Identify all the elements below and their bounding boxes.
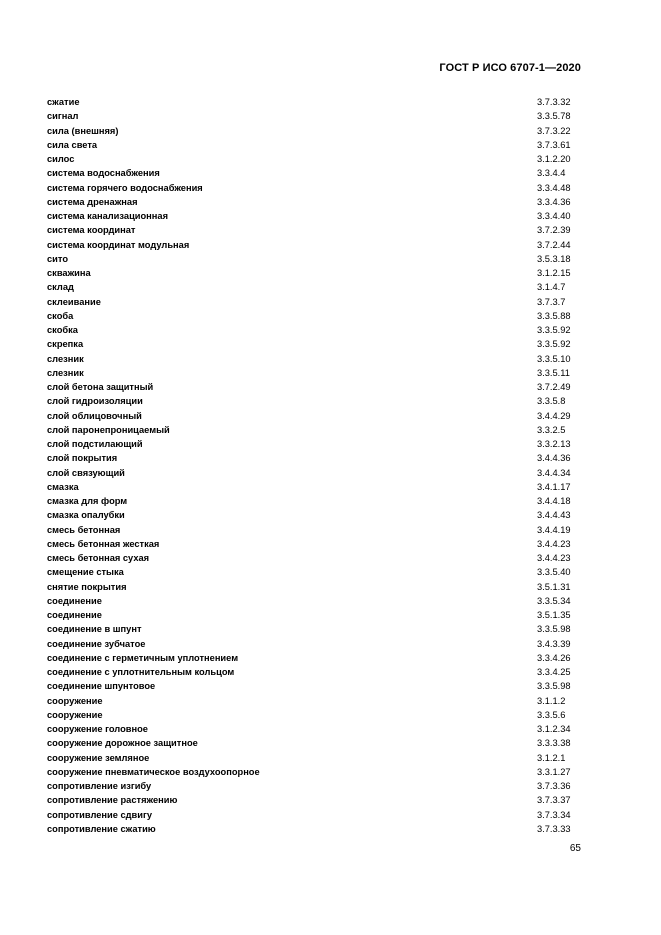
entry-term: система координат модульная — [47, 239, 190, 250]
index-entry — [47, 138, 581, 152]
index-entry — [47, 195, 581, 209]
entry-reference-number: 3.4.4.23 — [537, 553, 571, 563]
entry-term: сила света — [47, 139, 98, 150]
index-entry — [47, 736, 581, 750]
index-entry — [47, 551, 581, 565]
index-entry — [47, 651, 581, 665]
entry-reference-number: 3.4.4.43 — [537, 510, 571, 521]
index-entry — [47, 637, 581, 651]
index-entry — [47, 266, 581, 280]
entry-term: скважина — [47, 268, 91, 278]
index-entry — [47, 295, 581, 309]
entry-reference-number: 3.3.5.92 — [537, 325, 571, 335]
entry-reference-number: 3.3.4.4 — [537, 168, 566, 179]
entry-reference-number: 3.1.4.7 — [537, 282, 566, 293]
entry-term: соединение с уплотнительным кольцом — [47, 667, 235, 677]
index-entry — [47, 608, 581, 622]
index-entry — [47, 152, 581, 166]
index-entry — [47, 451, 581, 465]
entry-term: смазка — [47, 481, 79, 492]
index-entry — [47, 209, 581, 223]
entry-term: соединение — [47, 610, 102, 620]
entry-reference-number: 3.3.5.98 — [537, 681, 571, 692]
entry-term: слезник — [47, 367, 84, 378]
index-entry — [47, 380, 581, 394]
index-entry — [47, 679, 581, 693]
entry-term: сопротивление изгибу — [47, 781, 152, 791]
index-entry — [47, 779, 581, 793]
entry-reference-number: 3.3.1.27 — [537, 766, 571, 777]
entry-reference-number: 3.7.3.33 — [537, 823, 571, 834]
index-entry — [47, 594, 581, 608]
entry-term: сито — [47, 253, 68, 264]
index-entry — [47, 665, 581, 679]
entry-reference-number: 3.3.5.88 — [537, 310, 571, 321]
entry-term: скрепка — [47, 339, 84, 350]
index-entry — [47, 708, 581, 722]
index-entry — [47, 694, 581, 708]
entry-reference-number: 3.4.4.34 — [537, 467, 571, 478]
entry-term: смесь бетонная жесткая — [47, 538, 160, 549]
index-entry — [47, 352, 581, 366]
index-entry — [47, 523, 581, 537]
entry-term: сопротивление сжатию — [47, 823, 156, 834]
entry-reference-number: 3.3.4.40 — [537, 211, 571, 221]
document-code-header: ГОСТ Р ИСО 6707-1—2020 — [439, 62, 581, 74]
entry-reference-number: 3.3.5.34 — [537, 595, 571, 606]
index-entry — [47, 437, 581, 451]
entry-term: сжатие — [47, 97, 80, 107]
entry-reference-number: 3.3.5.78 — [537, 111, 571, 122]
entry-reference-number: 3.7.3.7 — [537, 296, 566, 307]
entry-term: сопротивление сдвигу — [47, 809, 153, 820]
index-entry — [47, 223, 581, 237]
entry-reference-number: 3.4.4.29 — [537, 410, 571, 421]
entry-reference-number: 3.4.4.19 — [537, 524, 571, 535]
entry-term: система водоснабжения — [47, 168, 160, 179]
index-entry — [47, 580, 581, 594]
entry-reference-number: 3.3.4.25 — [537, 667, 571, 677]
entry-reference-number: 3.7.3.22 — [537, 125, 571, 136]
entry-term: слой подстилающий — [47, 439, 143, 449]
entry-term: соединение — [47, 595, 102, 606]
entry-reference-number: 3.7.2.44 — [537, 239, 571, 250]
entry-reference-number: 3.4.4.23 — [537, 538, 571, 549]
index-entry — [47, 494, 581, 508]
entry-reference-number: 3.1.2.1 — [537, 752, 566, 763]
entry-term: сопротивление растяжению — [47, 795, 178, 806]
entry-reference-number: 3.3.5.11 — [537, 367, 570, 378]
index-entry — [47, 508, 581, 522]
entry-reference-number: 3.4.3.39 — [537, 638, 571, 649]
index-entry — [47, 793, 581, 807]
entry-term: слой покрытия — [47, 453, 118, 464]
entry-term: сооружение головное — [47, 724, 148, 734]
entry-reference-number: 3.3.3.38 — [537, 738, 571, 749]
entry-term: слой паронепроницаемый — [47, 424, 170, 435]
entry-reference-number: 3.3.5.6 — [537, 709, 566, 720]
entry-term: соединение в шпунт — [47, 624, 142, 635]
entry-term: смазка опалубки — [47, 510, 125, 521]
entry-reference-number: 3.7.3.32 — [537, 97, 571, 107]
entry-term: соединение с герметичным уплотнением — [47, 652, 239, 663]
index-entry — [47, 466, 581, 480]
terms-index-list — [47, 95, 581, 836]
entry-term: смесь бетонная сухая — [47, 553, 150, 563]
entry-reference-number: 3.7.3.37 — [537, 795, 571, 806]
entry-reference-number: 3.7.3.34 — [537, 809, 571, 820]
index-entry — [47, 181, 581, 195]
entry-term: сила (внешняя) — [47, 125, 119, 136]
index-entry — [47, 95, 581, 109]
index-entry — [47, 280, 581, 294]
entry-term: система дренажная — [47, 196, 138, 207]
entry-reference-number: 3.7.3.36 — [537, 781, 571, 791]
index-entry — [47, 394, 581, 408]
entry-reference-number: 3.5.1.35 — [537, 610, 571, 620]
index-entry — [47, 722, 581, 736]
index-entry — [47, 808, 581, 822]
index-entry — [47, 323, 581, 337]
index-entry — [47, 109, 581, 123]
entry-reference-number: 3.4.1.17 — [537, 481, 571, 492]
index-entry — [47, 409, 581, 423]
entry-term: смещение стыка — [47, 567, 124, 578]
entry-term: смазка для форм — [47, 496, 128, 506]
index-entry — [47, 337, 581, 351]
entry-term: слой облицовочный — [47, 410, 142, 421]
entry-term: система горячего водоснабжения — [47, 182, 203, 193]
entry-term: слой связующий — [47, 467, 125, 478]
entry-reference-number: 3.1.2.15 — [537, 268, 571, 278]
index-entry — [47, 822, 581, 836]
entry-reference-number: 3.3.5.8 — [537, 396, 566, 407]
entry-reference-number: 3.3.2.13 — [537, 439, 571, 449]
index-entry — [47, 366, 581, 380]
index-entry — [47, 622, 581, 636]
entry-term: система координат — [47, 225, 136, 236]
entry-term: сигнал — [47, 111, 79, 122]
entry-term: сооружение — [47, 709, 103, 720]
entry-reference-number: 3.3.5.10 — [537, 353, 571, 364]
entry-reference-number: 3.3.5.40 — [537, 567, 571, 578]
index-entry — [47, 166, 581, 180]
entry-reference-number: 3.4.4.36 — [537, 453, 571, 464]
entry-reference-number: 3.1.2.20 — [537, 154, 571, 164]
entry-term: соединение зубчатое — [47, 638, 146, 649]
entry-reference-number: 3.1.2.34 — [537, 724, 571, 734]
entry-reference-number: 3.3.4.48 — [537, 182, 571, 193]
entry-reference-number: 3.5.3.18 — [537, 253, 571, 264]
entry-reference-number: 3.3.5.92 — [537, 339, 571, 350]
entry-term: склад — [47, 282, 74, 293]
entry-reference-number: 3.3.2.5 — [537, 424, 566, 435]
entry-reference-number: 3.7.3.61 — [537, 139, 571, 150]
entry-term: склеивание — [47, 296, 101, 307]
entry-reference-number: 3.5.1.31 — [537, 581, 571, 592]
entry-term: сооружение — [47, 695, 103, 706]
entry-reference-number: 3.7.2.39 — [537, 225, 571, 236]
index-entry — [47, 480, 581, 494]
entry-reference-number: 3.4.4.18 — [537, 496, 571, 506]
index-entry — [47, 309, 581, 323]
entry-term: система канализационная — [47, 211, 169, 221]
index-entry — [47, 537, 581, 551]
entry-term: сооружение земляное — [47, 752, 150, 763]
entry-term: смесь бетонная — [47, 524, 121, 535]
entry-reference-number: 3.3.4.26 — [537, 652, 571, 663]
entry-reference-number: 3.3.4.36 — [537, 196, 571, 207]
entry-term: слой бетона защитный — [47, 382, 154, 392]
entry-term: соединение шпунтовое — [47, 681, 156, 692]
index-entry — [47, 124, 581, 138]
index-entry — [47, 252, 581, 266]
entry-term: сооружение дорожное защитное — [47, 738, 198, 749]
entry-term: снятие покрытия — [47, 581, 127, 592]
entry-term: слой гидроизоляции — [47, 396, 143, 407]
entry-term: скобка — [47, 325, 78, 335]
index-entry — [47, 238, 581, 252]
page-number: 65 — [569, 843, 581, 854]
index-entry — [47, 765, 581, 779]
index-entry — [47, 423, 581, 437]
entry-term: силос — [47, 154, 75, 164]
index-entry — [47, 751, 581, 765]
entry-reference-number: 3.3.5.98 — [537, 624, 571, 635]
entry-reference-number: 3.7.2.49 — [537, 382, 571, 392]
entry-reference-number: 3.1.1.2 — [537, 695, 566, 706]
index-entry — [47, 565, 581, 579]
entry-term: сооружение пневматическое воздухоопорное — [47, 766, 260, 777]
entry-term: скоба — [47, 310, 74, 321]
entry-term: слезник — [47, 353, 84, 364]
